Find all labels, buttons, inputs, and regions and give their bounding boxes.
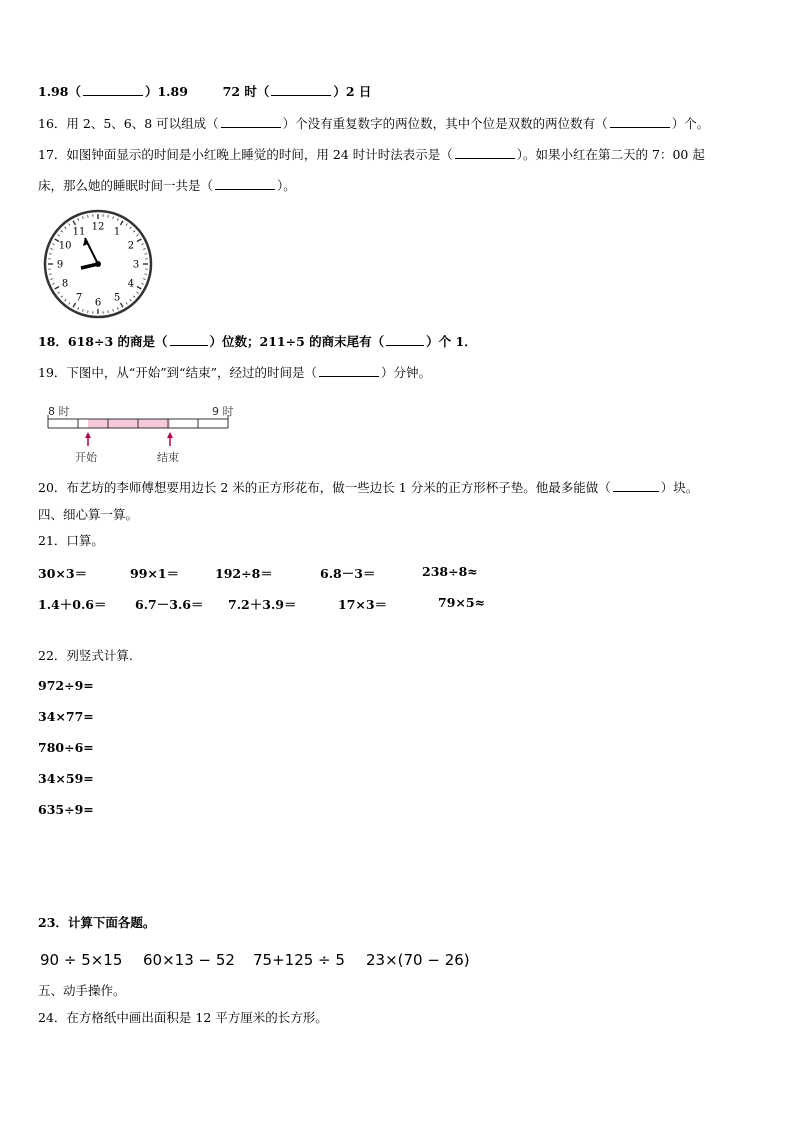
answer-blank[interactable] bbox=[610, 116, 670, 128]
q17-text-3: 床，那么她的睡眠时间一共是（ bbox=[38, 178, 214, 193]
oral-calc-item: 192÷8＝ bbox=[215, 566, 273, 581]
q16-text-3: ）个。 bbox=[671, 116, 710, 131]
question-21-title: 21．口算。 bbox=[38, 533, 104, 548]
q18-text-1: 18．618÷3 的商是（ bbox=[38, 334, 168, 349]
vertical-calc-item: 635÷9= bbox=[38, 802, 94, 817]
clock-number: 4 bbox=[127, 278, 135, 290]
question-23-title: 23．计算下面各题。 bbox=[38, 915, 156, 930]
q17-text-1: 17．如图钟面显示的时间是小红晚上睡觉的时间，用 24 时计时法表示是（ bbox=[38, 147, 453, 162]
timeline-end-hour: 9 时 bbox=[212, 405, 234, 418]
oral-calc-item: 17×3＝ bbox=[338, 597, 388, 612]
clock-tick bbox=[88, 310, 89, 312]
clock-number: 12 bbox=[91, 221, 105, 233]
question-22-title: 22．列竖式计算. bbox=[38, 648, 133, 663]
question-17-line-2 bbox=[38, 178, 296, 194]
q15-compare-a-right: ）1.89 bbox=[144, 84, 188, 99]
calc-expression: 75+125 ÷ 5 bbox=[253, 951, 345, 969]
oral-calc-item: 79×5≈ bbox=[438, 595, 486, 610]
oral-calc-item: 99×1＝ bbox=[130, 566, 180, 581]
answer-blank[interactable] bbox=[170, 334, 208, 346]
clock-number: 10 bbox=[58, 240, 72, 252]
question-20 bbox=[38, 480, 698, 496]
answer-blank[interactable] bbox=[319, 365, 379, 377]
question-16 bbox=[38, 116, 709, 132]
q15-compare-b-right: ）2 日 bbox=[333, 84, 372, 99]
calc-expression: 90 ÷ 5×15 bbox=[40, 951, 123, 969]
end-arrow-head bbox=[167, 432, 173, 438]
section-4-heading: 四、细心算一算。 bbox=[38, 507, 139, 522]
clock-tick bbox=[108, 310, 109, 312]
answer-blank[interactable] bbox=[215, 178, 275, 190]
vertical-calc-item: 972÷9= bbox=[38, 678, 94, 693]
calc-expression: 23×(70 − 26) bbox=[366, 951, 470, 969]
q19-text-2: ）分钟。 bbox=[380, 365, 431, 380]
oral-calc-item: 6.7－3.6＝ bbox=[135, 597, 204, 612]
question-24: 24．在方格纸中画出面积是 12 平方厘米的长方形。 bbox=[38, 1010, 328, 1025]
oral-calc-item: 30×3＝ bbox=[38, 566, 88, 581]
clock-tick bbox=[88, 215, 89, 217]
timeline-ticks bbox=[48, 415, 228, 428]
q17-text-2: ）。如果小红在第二天的 7：00 起 bbox=[516, 147, 705, 162]
clock-tick bbox=[49, 254, 51, 255]
clock-number: 7 bbox=[75, 292, 83, 304]
question-17-line-1 bbox=[38, 147, 705, 163]
calc-expression: 60×13 − 52 bbox=[143, 951, 235, 969]
answer-blank[interactable] bbox=[386, 334, 424, 346]
q15-compare-a-left: 1.98（ bbox=[38, 84, 81, 99]
clock-tick bbox=[49, 274, 51, 275]
vertical-calc-item: 34×59= bbox=[38, 771, 94, 786]
clock-number: 3 bbox=[132, 259, 140, 271]
clock-number: 9 bbox=[56, 259, 64, 271]
clock-tick bbox=[144, 254, 146, 255]
timeline-end-label: 结束 bbox=[157, 451, 179, 464]
clock-number: 5 bbox=[113, 292, 121, 304]
clock-number: 6 bbox=[94, 297, 102, 309]
clock-center bbox=[95, 261, 101, 267]
clock-number: 2 bbox=[127, 240, 135, 252]
clock-number: 1 bbox=[113, 226, 121, 238]
q17-text-4: ）。 bbox=[277, 178, 296, 193]
timeline-start-hour: 8 时 bbox=[48, 405, 70, 418]
oral-calc-item: 6.8－3＝ bbox=[320, 566, 376, 581]
q20-text-2: ）块。 bbox=[660, 480, 699, 495]
answer-blank[interactable] bbox=[83, 84, 143, 96]
section-5-heading: 五、动手操作。 bbox=[38, 983, 126, 998]
clock-number: 11 bbox=[72, 226, 86, 238]
answer-blank[interactable] bbox=[455, 147, 515, 159]
question-19 bbox=[38, 365, 431, 381]
timeline-figure bbox=[40, 398, 260, 468]
q18-text-3: ）个 1． bbox=[426, 334, 477, 349]
answer-blank[interactable] bbox=[221, 116, 281, 128]
clock-tick bbox=[144, 274, 146, 275]
elapsed-time-bar bbox=[88, 419, 170, 428]
vertical-calc-item: 34×77= bbox=[38, 709, 94, 724]
clock-tick bbox=[108, 215, 109, 217]
question-15 bbox=[38, 84, 371, 100]
oral-calc-item: 1.4＋0.6＝ bbox=[38, 597, 107, 612]
q16-text-2: ）个没有重复数字的两位数，其中个位是双数的两位数有（ bbox=[282, 116, 608, 131]
vertical-calc-item: 780÷6= bbox=[38, 740, 94, 755]
q20-text-1: 20．布艺坊的李师傅想要用边长 2 米的正方形花布，做一些边长 1 分米的正方形杯子垫。他最多能做（ bbox=[38, 480, 611, 495]
q16-text-1: 16．用 2、5、6、8 可以组成（ bbox=[38, 116, 219, 131]
q18-text-2: ）位数；211÷5 的商末尾有（ bbox=[209, 334, 385, 349]
question-18 bbox=[38, 334, 477, 350]
oral-calc-item: 7.2＋3.9＝ bbox=[228, 597, 297, 612]
q15-compare-b-left: 72 时（ bbox=[222, 84, 270, 99]
clock-number: 8 bbox=[61, 278, 69, 290]
clock-figure bbox=[42, 208, 154, 320]
timeline-start-label: 开始 bbox=[75, 451, 97, 464]
oral-calc-item: 238÷8≈ bbox=[422, 564, 478, 579]
start-arrow-head bbox=[85, 432, 91, 438]
answer-blank[interactable] bbox=[271, 84, 331, 96]
answer-blank[interactable] bbox=[613, 480, 659, 492]
q19-text-1: 19．下图中，从“开始”到“结束”，经过的时间是（ bbox=[38, 365, 317, 380]
